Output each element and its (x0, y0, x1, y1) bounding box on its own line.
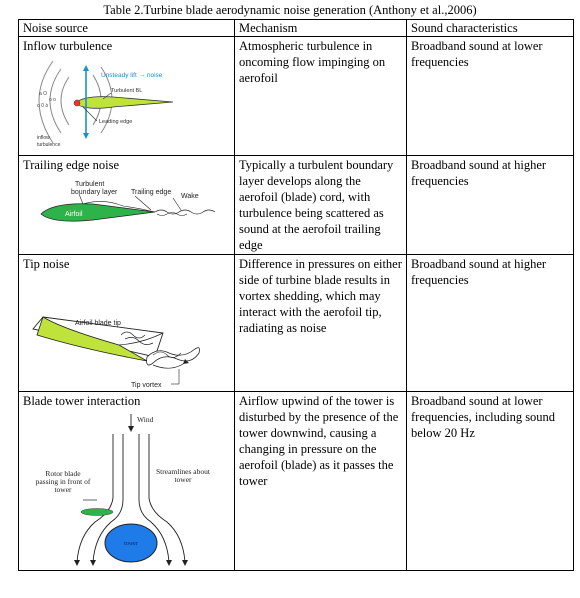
label-of-tower: tower (54, 485, 72, 494)
noise-source-cell (19, 156, 235, 255)
label-streamlines: Streamlines about (156, 467, 210, 476)
label-leading-edge: Leading edge (99, 119, 133, 125)
header-sound-characteristics: Sound characteristics (407, 20, 574, 37)
label-rotor-blade: Rotor blade (45, 469, 81, 478)
noise-source-cell (19, 255, 235, 392)
table-row (19, 156, 574, 255)
tip-noise-figure (23, 273, 229, 389)
blade-tower-figure (23, 410, 229, 570)
noise-source-name: Trailing edge noise (23, 158, 120, 172)
noise-source-name: Tip noise (23, 257, 70, 271)
label-unsteady-lift: Unsteady lift → noise (101, 72, 163, 79)
header-mechanism: Mechanism (235, 20, 407, 37)
rotor-blade-shape (81, 509, 113, 516)
svg-text:a O: a O (39, 91, 48, 97)
trailing-edge-figure (23, 174, 229, 238)
svg-text:o 0 ꝺ: o 0 ꝺ (37, 103, 49, 109)
label-wake: Wake (181, 193, 199, 200)
noise-source-name: Blade tower interaction (23, 394, 141, 408)
noise-source-cell (19, 37, 235, 156)
noise-source-cell (19, 392, 235, 571)
noise-source-name: Inflow turbulence (23, 39, 113, 53)
sound-characteristics-cell: Broadband sound at higher frequencies (407, 156, 574, 255)
label-tower: tower (124, 541, 138, 547)
label-inflow: inflow (37, 135, 50, 141)
label-airfoil-blade-tip: Airfoil blade tip (75, 320, 121, 327)
label-boundary-layer: boundary layer (71, 189, 118, 196)
mechanism-cell: Difference in pressures on either side of turbine blade results in vortex shedding, which may interact with the aerofoil tip, radiating as noise (235, 255, 407, 392)
header-noise-source: Noise source (19, 20, 235, 37)
label-tip-vortex: Tip vortex (131, 382, 162, 389)
airfoil-shape (75, 97, 173, 109)
table-row (19, 392, 574, 571)
table-caption: Table 2.Turbine blade aerodynamic noise generation (Anthony et al.,2006) (103, 3, 477, 17)
label-wind: Wind (137, 415, 154, 424)
mechanism-cell: Typically a turbulent boundary layer develops along the aerofoil (blade) cord, with turbulence being scattered as sound at the aerofoil trailing edge (235, 156, 407, 255)
mechanism-cell: Atmospheric turbulence in oncoming flow impinging on aerofoil (235, 37, 407, 156)
mechanism-cell: Airflow upwind of the tower is disturbed by the presence of the tower downwind, causing a changing in pressure on the aerofoil (blade) as it passes the tower (235, 392, 407, 571)
svg-text:o o: o o (49, 97, 56, 103)
table-row (19, 255, 574, 392)
sound-characteristics-cell: Broadband sound at lower frequencies, including sound below 20 Hz (407, 392, 574, 571)
label-airfoil: Airfoil (65, 211, 83, 218)
table-header-row (19, 20, 574, 37)
airfoil-shape (41, 204, 155, 221)
noise-table (18, 19, 574, 571)
label-trailing-edge: Trailing edge (131, 189, 172, 196)
label-passing-in-front: passing in front of (35, 477, 91, 486)
inflow-turbulence-figure (23, 55, 229, 153)
label-turbulence: turbulence (37, 142, 61, 148)
label-turbulent-bl: Turbulent BL (111, 88, 143, 94)
label-turbulent: Turbulent (75, 181, 105, 188)
sound-characteristics-cell: Broadband sound at lower frequencies (407, 37, 574, 156)
table-row (19, 37, 574, 156)
sound-characteristics-cell: Broadband sound at higher frequencies (407, 255, 574, 392)
label-streamlines-tower: tower (174, 475, 192, 484)
